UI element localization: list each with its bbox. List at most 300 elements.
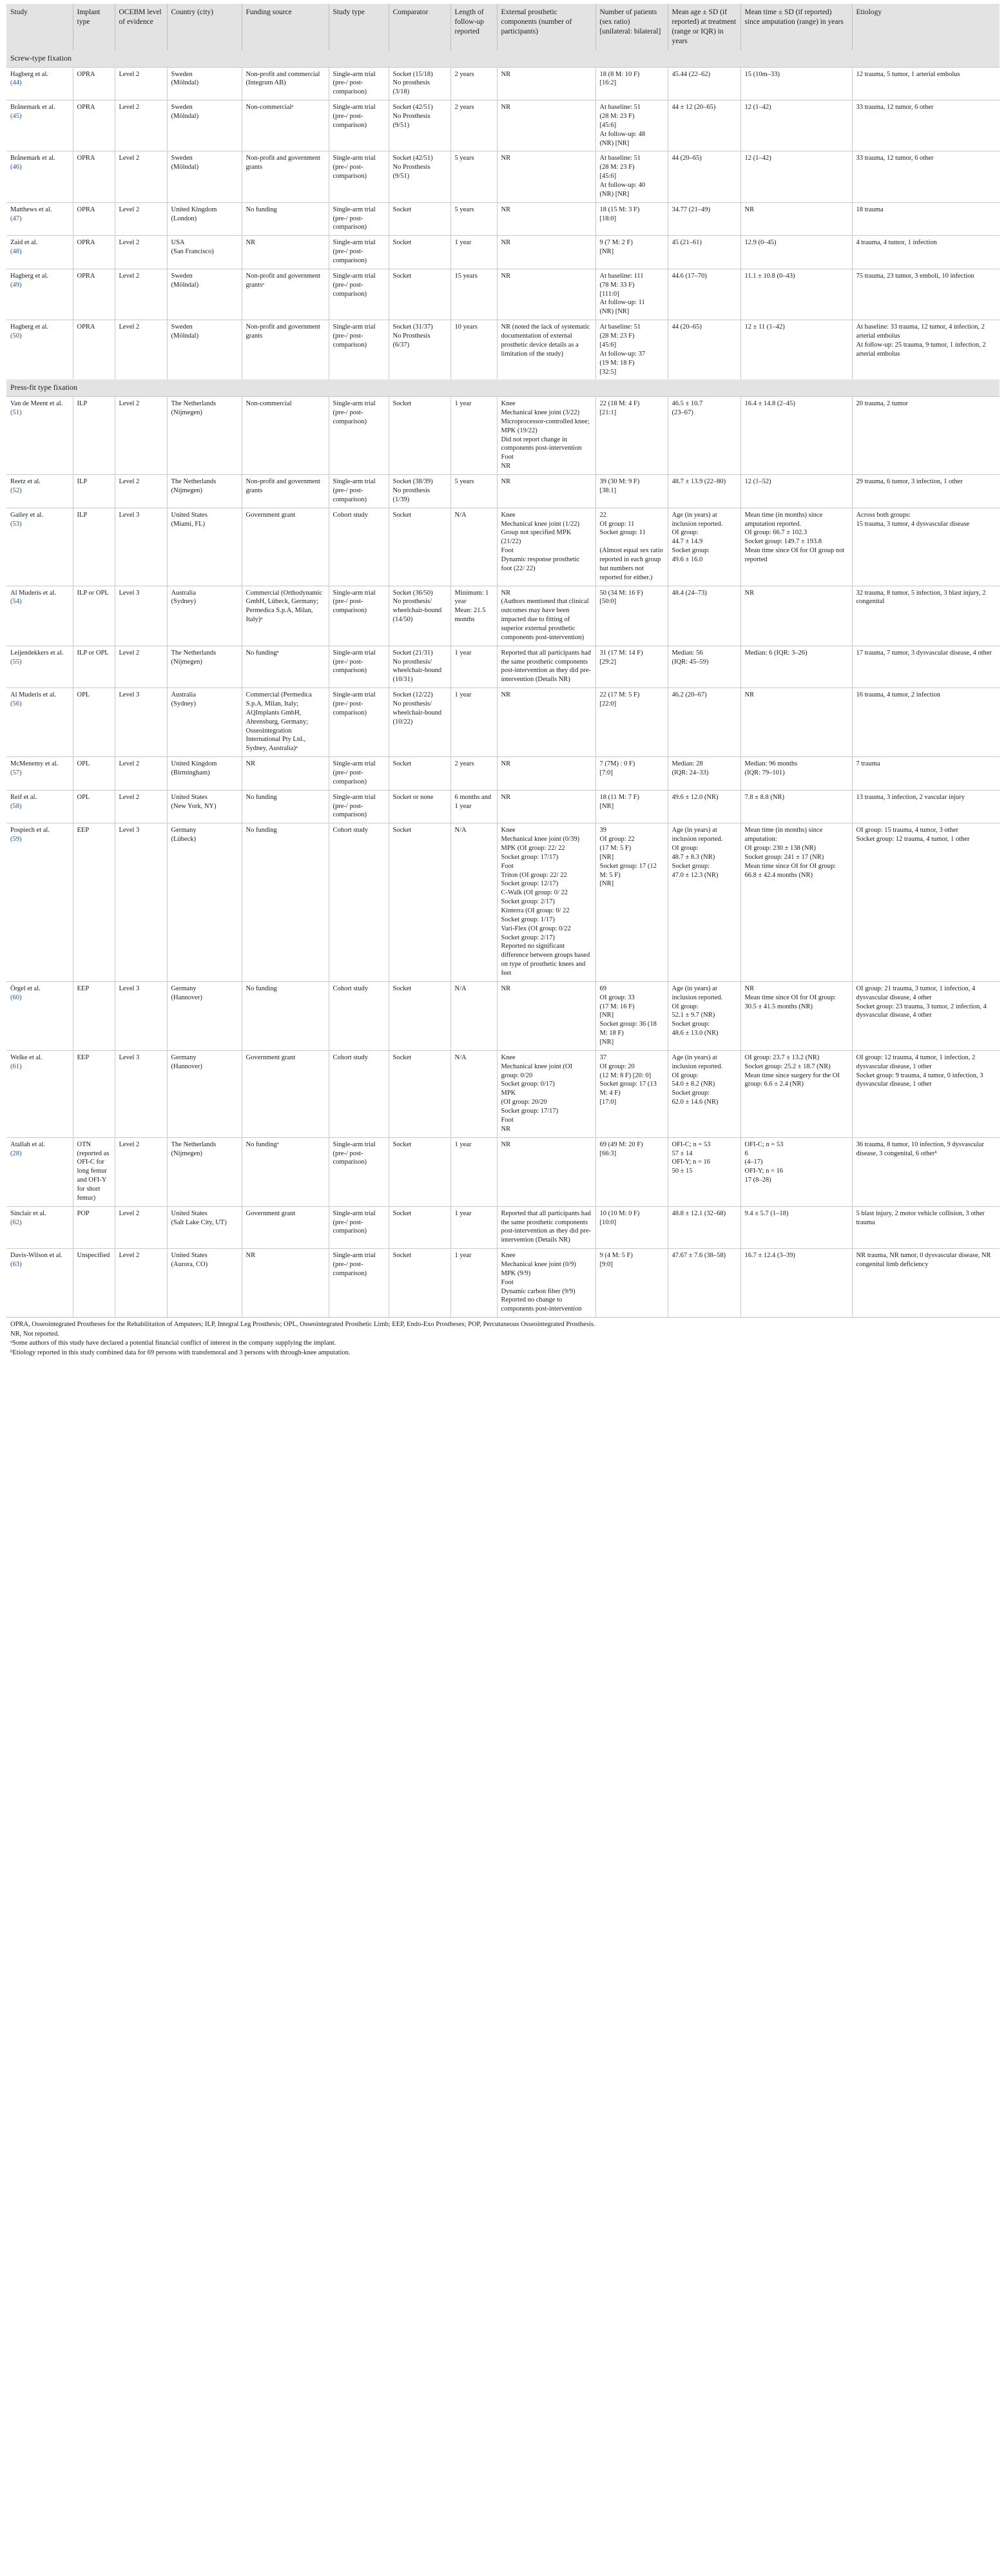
- prosthetic-components-cell: NR: [497, 981, 595, 1050]
- comparator-cell: Socket (15/18) No prosthesis (3/18): [389, 67, 450, 101]
- follow-up-cell: 15 years: [450, 269, 497, 320]
- etiology-cell: 32 trauma, 8 tumor, 5 infection, 3 blast injury, 2 congenital: [852, 586, 1000, 646]
- mean-age-cell: Age (in years) at inclusion reported. OI group: 52.1 ± 9.7 (NR) Socket group: 48.6 ± 13.0 (NR): [668, 981, 740, 1050]
- reference-link[interactable]: (46): [10, 164, 22, 171]
- page: [6, 0, 1000, 1358]
- implant-type-cell: OTN (reported as OFI-C for long femur and OFI-Y for short femur): [73, 1137, 115, 1206]
- study-type-cell: Cohort study: [329, 1050, 389, 1137]
- table-row: [6, 151, 1000, 202]
- comparator-cell: Socket: [389, 269, 450, 320]
- study-name: Reif et al.: [10, 793, 37, 801]
- follow-up-cell: 1 year: [450, 688, 497, 757]
- mean-age-cell: 48.4 (24–73): [668, 586, 740, 646]
- reference-link[interactable]: (57): [10, 769, 22, 776]
- country-cell: Sweden (Mölndal): [167, 320, 242, 380]
- mean-age-cell: 45 (21–61): [668, 236, 740, 269]
- time-since-amputation-cell: 12.9 (0–45): [740, 236, 852, 269]
- study-cell: [6, 202, 73, 236]
- comparator-cell: Socket: [389, 236, 450, 269]
- funding-source-cell: Non-profit and commercial (Integrum AB): [242, 67, 329, 101]
- table-row: [6, 236, 1000, 269]
- study-type-cell: Single-arm trial (pre-/ post-comparison): [329, 475, 389, 508]
- study-cell: [6, 646, 73, 687]
- patients-cell: 39 OI group: 22 (17 M: 5 F) [NR] Socket group: 17 (12 M: 5 F) [NR]: [595, 823, 668, 982]
- time-since-amputation-cell: OFI-C; n = 53 6 (4–17) OFI-Y; n = 16 17 (8–28): [740, 1137, 852, 1206]
- reference-link[interactable]: (48): [10, 248, 22, 256]
- level-of-evidence-cell: Level 3: [115, 823, 167, 982]
- table-row: [6, 823, 1000, 982]
- time-since-amputation-cell: NR: [740, 688, 852, 757]
- mean-age-cell: 44 (20–65): [668, 151, 740, 202]
- reference-link[interactable]: (53): [10, 520, 22, 528]
- funding-source-cell: NR: [242, 236, 329, 269]
- level-of-evidence-cell: Level 2: [115, 790, 167, 823]
- footnote-etiology: ᵇEtiology reported in this study combined data for 69 persons with transfemoral and 3 persons with through-knee amputation.: [10, 1349, 351, 1357]
- prosthetic-components-cell: NR: [497, 67, 595, 101]
- section-header-row: [6, 50, 1000, 67]
- time-since-amputation-cell: 11.1 ± 10.8 (0–43): [740, 269, 852, 320]
- follow-up-cell: 1 year: [450, 397, 497, 475]
- level-of-evidence-cell: Level 3: [115, 586, 167, 646]
- funding-source-cell: No funding: [242, 823, 329, 982]
- mean-age-cell: 46.2 (20–67): [668, 688, 740, 757]
- implant-type-cell: OPRA: [73, 269, 115, 320]
- prosthetic-components-cell: NR: [497, 269, 595, 320]
- country-cell: The Netherlands (Nijmegen): [167, 646, 242, 687]
- reference-link[interactable]: (45): [10, 113, 22, 120]
- country-cell: USA (San Francisco): [167, 236, 242, 269]
- funding-source-cell: Non-profit and government grants: [242, 320, 329, 380]
- funding-source-cell: Non-profit and government grants: [242, 475, 329, 508]
- study-characteristics-table: [6, 4, 1000, 1317]
- level-of-evidence-cell: Level 2: [115, 1137, 167, 1206]
- prosthetic-components-cell: Reported that all participants had the same prosthetic components post-intervention as they did pre-intervention (Details NR): [497, 646, 595, 687]
- country-cell: Germany (Hannover): [167, 981, 242, 1050]
- mean-age-cell: 34.77 (21–49): [668, 202, 740, 236]
- study-type-cell: Single-arm trial (pre-/ post-comparison): [329, 1137, 389, 1206]
- mean-age-cell: 48.8 ± 12.1 (32–68): [668, 1206, 740, 1248]
- comparator-cell: Socket: [389, 1137, 450, 1206]
- comparator-cell: Socket: [389, 1050, 450, 1137]
- study-cell: [6, 151, 73, 202]
- etiology-cell: At baseline: 33 trauma, 12 tumor, 4 infection, 2 arterial embolus At follow-up: 25 trauma, 9 tumor, 1 infection, 2 arterial embolus: [852, 320, 1000, 380]
- table-row: [6, 1050, 1000, 1137]
- header-time-since-amputation: Mean time ± SD (if reported) since amputation (range) in years: [740, 4, 852, 50]
- time-since-amputation-cell: Mean time (in months) since amputation: OI group: 230 ± 138 (NR) Socket group: 241 ± 17 (NR) Mean time since OI for OI group: 66.8 ± 42.4 months (NR): [740, 823, 852, 982]
- table-row: [6, 202, 1000, 236]
- comparator-cell: Socket (38/39) No prosthesis (1/39): [389, 475, 450, 508]
- section-header-row: [6, 380, 1000, 396]
- section-title: Screw-type fixation: [6, 50, 1000, 67]
- section-title: Press-fit type fixation: [6, 380, 1000, 396]
- patients-cell: 18 (11 M: 7 F) [NR]: [595, 790, 668, 823]
- table-row: [6, 269, 1000, 320]
- reference-link[interactable]: (54): [10, 598, 22, 606]
- follow-up-cell: 1 year: [450, 646, 497, 687]
- header-level-of-evidence: OCEBM level of evidence: [115, 4, 167, 50]
- study-name: Sinclair et al.: [10, 1209, 46, 1217]
- follow-up-cell: 2 years: [450, 101, 497, 151]
- study-type-cell: Single-arm trial (pre-/ post-comparison): [329, 397, 389, 475]
- table-row: [6, 320, 1000, 380]
- prosthetic-components-cell: Knee Mechanical knee joint (OI group: 0/20 Socket group: 0/17) MPK (OI group: 20/20 Socket group: 17/17) Foot NR: [497, 1050, 595, 1137]
- implant-type-cell: OPRA: [73, 101, 115, 151]
- implant-type-cell: EEP: [73, 823, 115, 982]
- study-type-cell: Cohort study: [329, 823, 389, 982]
- etiology-cell: 75 trauma, 23 tumor, 3 emboli, 10 infection: [852, 269, 1000, 320]
- implant-type-cell: OPL: [73, 688, 115, 757]
- study-type-cell: Single-arm trial (pre-/ post-comparison): [329, 688, 389, 757]
- prosthetic-components-cell: NR: [497, 688, 595, 757]
- patients-cell: 37 OI group: 20 (12 M: 8 F) [20: 0] Socket group: 17 (13 M: 4 F) [17:0]: [595, 1050, 668, 1137]
- prosthetic-components-cell: Knee Mechanical knee joint (0/39) MPK (OI group: 22/ 22 Socket group: 17/17) Foot Triton (OI group: 22/ 22 Socket group: 12/17) C-Walk (OI group: 0/ 22 Socket group: 2/17) Kinterra (OI group: 0/ 22 Socket group: 1/17) Vari-Flex (OI group: 0/22 Socket group: 2/17) Reported no significant difference between groups based on type of prosthetic knees and feet: [497, 823, 595, 982]
- study-cell: [6, 1050, 73, 1137]
- table-row: [6, 1249, 1000, 1318]
- reference-link[interactable]: (63): [10, 1260, 22, 1268]
- funding-source-cell: No fundingᵃ: [242, 1137, 329, 1206]
- country-cell: United States (Aurora, CO): [167, 1249, 242, 1318]
- study-type-cell: Cohort study: [329, 981, 389, 1050]
- follow-up-cell: 1 year: [450, 1206, 497, 1248]
- funding-source-cell: Commercial (Permedica S.p.A, Milan, Italy; AQImplants GmbH, Ahrensburg, Germany; Osseointegration International Pty Ltd., Sydney, Australia)ᵃ: [242, 688, 329, 757]
- follow-up-cell: 1 year: [450, 236, 497, 269]
- prosthetic-components-cell: Knee Mechanical knee joint (0/9) MPK (9/9) Foot Dynamic carbon fiber (9/9) Reported no change to components post-intervention: [497, 1249, 595, 1318]
- header-etiology: Etiology: [852, 4, 1000, 50]
- study-name: Hagberg et al.: [10, 272, 48, 280]
- level-of-evidence-cell: Level 2: [115, 151, 167, 202]
- implant-type-cell: ILP or OPL: [73, 586, 115, 646]
- header-country: Country (city): [167, 4, 242, 50]
- etiology-cell: 7 trauma: [852, 757, 1000, 791]
- patients-cell: 22 (18 M: 4 F) [21:1]: [595, 397, 668, 475]
- funding-source-cell: Non-profit and government grantsᵃ: [242, 269, 329, 320]
- patients-cell: At baseline: 111 (78 M: 33 F) [111:0] At follow-up: 11 (NR) [NR]: [595, 269, 668, 320]
- study-cell: [6, 508, 73, 586]
- time-since-amputation-cell: 12 (1–42): [740, 151, 852, 202]
- study-name: Reetz et al.: [10, 478, 41, 486]
- time-since-amputation-cell: Median: 6 (IQR: 3–26): [740, 646, 852, 687]
- study-cell: [6, 1249, 73, 1318]
- study-name: Gailey et al.: [10, 511, 44, 519]
- level-of-evidence-cell: Level 2: [115, 757, 167, 791]
- study-cell: [6, 823, 73, 982]
- mean-age-cell: Age (in years) at inclusion reported. OI group: 44.7 ± 14.9 Socket group: 49.6 ± 16.0: [668, 508, 740, 586]
- funding-source-cell: No funding: [242, 981, 329, 1050]
- reference-link[interactable]: (60): [10, 994, 22, 1001]
- study-cell: [6, 320, 73, 380]
- follow-up-cell: 5 years: [450, 151, 497, 202]
- header-comparator: Comparator: [389, 4, 450, 50]
- comparator-cell: Socket (31/37) No Prosthesis (6/37): [389, 320, 450, 380]
- etiology-cell: OI group: 12 trauma, 4 tumor, 1 infection, 2 dysvascular disease, 1 other Socket group: 9 trauma, 4 tumor, 0 infection, 3 dysvascular disease, 1 other: [852, 1050, 1000, 1137]
- country-cell: United States (New York, NY): [167, 790, 242, 823]
- table-row: [6, 101, 1000, 151]
- reference-link[interactable]: (56): [10, 700, 22, 707]
- prosthetic-components-cell: Knee Mechanical knee joint (3/22) Microprocessor-controlled knee; MPK (19/22) Did not report change in components post-intervention Foot NR: [497, 397, 595, 475]
- study-name: Örgel et al.: [10, 985, 41, 992]
- etiology-cell: 18 trauma: [852, 202, 1000, 236]
- patients-cell: At baseline: 51 (28 M: 23 F) [45:6] At follow-up: 48 (NR) [NR]: [595, 101, 668, 151]
- study-type-cell: Single-arm trial (pre-/ post-comparison): [329, 101, 389, 151]
- study-name: McMenemy et al.: [10, 760, 59, 768]
- country-cell: The Netherlands (Nijmegen): [167, 475, 242, 508]
- header-row: [6, 4, 1000, 50]
- study-name: Pospiech et al.: [10, 827, 50, 834]
- patients-cell: 50 (34 M: 16 F) [50:0]: [595, 586, 668, 646]
- implant-type-cell: Unspecified: [73, 1249, 115, 1318]
- comparator-cell: Socket: [389, 1249, 450, 1318]
- funding-source-cell: Non-commercialᵃ: [242, 101, 329, 151]
- header-follow-up: Length of follow-up reported: [450, 4, 497, 50]
- follow-up-cell: 2 years: [450, 67, 497, 101]
- implant-type-cell: OPRA: [73, 151, 115, 202]
- time-since-amputation-cell: Mean time (in months) since amputation reported. OI group: 66.7 ± 102.3 Socket group: 149.7 ± 193.8 Mean time since OI for OI group not reported: [740, 508, 852, 586]
- follow-up-cell: N/A: [450, 981, 497, 1050]
- level-of-evidence-cell: Level 2: [115, 67, 167, 101]
- table-body: [6, 50, 1000, 1317]
- patients-cell: 22 (17 M: 5 F) [22:0]: [595, 688, 668, 757]
- time-since-amputation-cell: 16.4 ± 14.8 (2–45): [740, 397, 852, 475]
- header-study: Study: [6, 4, 73, 50]
- level-of-evidence-cell: Level 2: [115, 202, 167, 236]
- time-since-amputation-cell: 16.7 ± 12.4 (3–39): [740, 1249, 852, 1318]
- time-since-amputation-cell: 12 (1–42): [740, 101, 852, 151]
- mean-age-cell: 45.44 (22–62): [668, 67, 740, 101]
- comparator-cell: Socket: [389, 1206, 450, 1248]
- patients-cell: 18 (8 M: 10 F) [16:2]: [595, 67, 668, 101]
- mean-age-cell: 44 ± 12 (20–65): [668, 101, 740, 151]
- funding-source-cell: Government grant: [242, 1206, 329, 1248]
- implant-type-cell: ILP: [73, 397, 115, 475]
- implant-type-cell: OPRA: [73, 67, 115, 101]
- funding-source-cell: NR: [242, 1249, 329, 1318]
- etiology-cell: 20 trauma, 2 tumor: [852, 397, 1000, 475]
- study-type-cell: Single-arm trial (pre-/ post-comparison): [329, 757, 389, 791]
- etiology-cell: 16 trauma, 4 tumor, 2 infection: [852, 688, 1000, 757]
- study-cell: [6, 397, 73, 475]
- patients-cell: 10 (10 M: 0 F) [10:0]: [595, 1206, 668, 1248]
- study-cell: [6, 101, 73, 151]
- prosthetic-components-cell: Reported that all participants had the same prosthetic components post-intervention as they did pre-intervention (Details NR): [497, 1206, 595, 1248]
- study-name: Hagberg et al.: [10, 323, 48, 331]
- table-row: [6, 1206, 1000, 1248]
- follow-up-cell: 2 years: [450, 757, 497, 791]
- country-cell: Germany (Lübeck): [167, 823, 242, 982]
- time-since-amputation-cell: 7.8 ± 8.8 (NR): [740, 790, 852, 823]
- prosthetic-components-cell: NR: [497, 790, 595, 823]
- study-name: Hagberg et al.: [10, 70, 48, 78]
- reference-link[interactable]: (52): [10, 486, 22, 494]
- level-of-evidence-cell: Level 3: [115, 688, 167, 757]
- level-of-evidence-cell: Level 2: [115, 320, 167, 380]
- follow-up-cell: 5 years: [450, 202, 497, 236]
- follow-up-cell: N/A: [450, 508, 497, 586]
- reference-link[interactable]: (58): [10, 802, 22, 810]
- level-of-evidence-cell: Level 2: [115, 1206, 167, 1248]
- study-name: Matthews et al.: [10, 206, 52, 213]
- study-name: Atallah et al.: [10, 1140, 45, 1148]
- follow-up-cell: 5 years: [450, 475, 497, 508]
- patients-cell: 31 (17 M: 14 F) [29:2]: [595, 646, 668, 687]
- time-since-amputation-cell: 12 ± 11 (1–42): [740, 320, 852, 380]
- implant-type-cell: OPL: [73, 790, 115, 823]
- comparator-cell: Socket (36/50) No prosthesis/ wheelchair-bound (14/50): [389, 586, 450, 646]
- table-row: [6, 646, 1000, 687]
- etiology-cell: 17 trauma, 7 tumor, 3 dysvascular disease, 4 other: [852, 646, 1000, 687]
- study-cell: [6, 586, 73, 646]
- level-of-evidence-cell: Level 3: [115, 508, 167, 586]
- country-cell: United States (Miami, FL): [167, 508, 242, 586]
- etiology-cell: 36 trauma, 8 tumor, 10 infection, 9 dysvascular disease, 3 congenital, 6 otherᵇ: [852, 1137, 1000, 1206]
- follow-up-cell: 1 year: [450, 1137, 497, 1206]
- country-cell: United Kingdom (London): [167, 202, 242, 236]
- etiology-cell: 13 trauma, 3 infection, 2 vascular injury: [852, 790, 1000, 823]
- comparator-cell: Socket: [389, 397, 450, 475]
- country-cell: Sweden (Mölndal): [167, 151, 242, 202]
- country-cell: Sweden (Mölndal): [167, 101, 242, 151]
- level-of-evidence-cell: Level 2: [115, 236, 167, 269]
- mean-age-cell: 48.7 ± 13.9 (22–80): [668, 475, 740, 508]
- patients-cell: 9 (4 M: 5 F) [9:0]: [595, 1249, 668, 1318]
- table-row: [6, 1137, 1000, 1206]
- implant-type-cell: ILP or OPL: [73, 646, 115, 687]
- reference-link[interactable]: (55): [10, 658, 22, 666]
- implant-type-cell: EEP: [73, 981, 115, 1050]
- implant-type-cell: OPL: [73, 757, 115, 791]
- comparator-cell: Socket (21/31) No prosthesis/ wheelchair-bound (10/31): [389, 646, 450, 687]
- implant-type-cell: ILP: [73, 508, 115, 586]
- mean-age-cell: 46.5 ± 10.7 (23–67): [668, 397, 740, 475]
- header-implant-type: Implant type: [73, 4, 115, 50]
- follow-up-cell: 6 months and 1 year: [450, 790, 497, 823]
- etiology-cell: 5 blast injury, 2 motor vehicle collision, 3 other trauma: [852, 1206, 1000, 1248]
- table-row: [6, 981, 1000, 1050]
- country-cell: The Netherlands (Nijmegen): [167, 397, 242, 475]
- reference-link[interactable]: (62): [10, 1218, 22, 1226]
- etiology-cell: 12 trauma, 5 tumor, 1 arterial embolus: [852, 67, 1000, 101]
- study-type-cell: Single-arm trial (pre-/ post-comparison): [329, 269, 389, 320]
- implant-type-cell: EEP: [73, 1050, 115, 1137]
- etiology-cell: Across both groups: 15 trauma, 3 tumor, 4 dysvascular disease: [852, 508, 1000, 586]
- study-name: Al Muderis et al.: [10, 589, 57, 597]
- reference-link[interactable]: (59): [10, 836, 22, 843]
- reference-link[interactable]: (50): [10, 332, 22, 340]
- patients-cell: 18 (15 M: 3 F) [18:0]: [595, 202, 668, 236]
- reference-link[interactable]: (47): [10, 215, 22, 222]
- follow-up-cell: 1 year: [450, 1249, 497, 1318]
- study-type-cell: Single-arm trial (pre-/ post-comparison): [329, 1206, 389, 1248]
- funding-source-cell: Non-commercial: [242, 397, 329, 475]
- table-footnotes: [6, 1317, 1000, 1358]
- study-type-cell: Single-arm trial (pre-/ post-comparison): [329, 646, 389, 687]
- patients-cell: 69 OI group: 33 (17 M: 16 F) [NR] Socket group: 36 (18 M: 18 F) [NR]: [595, 981, 668, 1050]
- etiology-cell: 33 trauma, 12 tumor, 6 other: [852, 151, 1000, 202]
- mean-age-cell: 44 (20–65): [668, 320, 740, 380]
- study-name: Van de Meent et al.: [10, 400, 63, 408]
- comparator-cell: Socket: [389, 757, 450, 791]
- prosthetic-components-cell: NR: [497, 101, 595, 151]
- funding-source-cell: No funding: [242, 790, 329, 823]
- implant-type-cell: OPRA: [73, 320, 115, 380]
- comparator-cell: Socket (42/51) No Prosthesis (9/51): [389, 101, 450, 151]
- prosthetic-components-cell: NR: [497, 202, 595, 236]
- funding-source-cell: Non-profit and government grants: [242, 151, 329, 202]
- study-cell: [6, 67, 73, 101]
- table-row: [6, 790, 1000, 823]
- funding-source-cell: No funding: [242, 202, 329, 236]
- footnote-abbreviations: OPRA, Osseointegrated Prostheses for the Rehabilitation of Amputees; ILP, Integral Leg Prosthesis; OPL, Osseointegrated Prosthetic Limb; EEP, Endo-Exo Prostheses; POP, Percutaneous Osseointegrated Prosthesis.: [10, 1321, 595, 1329]
- study-cell: [6, 757, 73, 791]
- country-cell: United States (Salt Lake City, UT): [167, 1206, 242, 1248]
- study-cell: [6, 688, 73, 757]
- comparator-cell: Socket: [389, 508, 450, 586]
- patients-cell: 22 OI group: 11 Socket group: 11 (Almost equal sex ratio reported in each group but numbers not reported for either.): [595, 508, 668, 586]
- reference-link[interactable]: (51): [10, 409, 22, 417]
- mean-age-cell: Age (in years) at inclusion reported. OI group: 48.7 ± 8.3 (NR) Socket group: 47.0 ± 12.3 (NR): [668, 823, 740, 982]
- reference-link[interactable]: (61): [10, 1062, 22, 1070]
- implant-type-cell: OPRA: [73, 236, 115, 269]
- reference-link[interactable]: (49): [10, 281, 22, 289]
- study-type-cell: Single-arm trial (pre-/ post-comparison): [329, 67, 389, 101]
- study-name: Leijendekkers et al.: [10, 649, 64, 657]
- country-cell: Sweden (Mölndal): [167, 67, 242, 101]
- study-type-cell: Single-arm trial (pre-/ post-comparison): [329, 320, 389, 380]
- study-cell: [6, 475, 73, 508]
- implant-type-cell: ILP: [73, 475, 115, 508]
- time-since-amputation-cell: Median: 96 months (IQR: 79–101): [740, 757, 852, 791]
- comparator-cell: Socket or none: [389, 790, 450, 823]
- country-cell: Sweden (Mölndal): [167, 269, 242, 320]
- study-type-cell: Single-arm trial (pre-/ post-comparison): [329, 790, 389, 823]
- country-cell: Australia (Sydney): [167, 586, 242, 646]
- prosthetic-components-cell: NR: [497, 236, 595, 269]
- patients-cell: 7 (7M) : 0 F) [7:0]: [595, 757, 668, 791]
- level-of-evidence-cell: Level 2: [115, 1249, 167, 1318]
- implant-type-cell: POP: [73, 1206, 115, 1248]
- reference-link[interactable]: (28): [10, 1149, 22, 1157]
- prosthetic-components-cell: NR: [497, 757, 595, 791]
- funding-source-cell: Government grant: [242, 508, 329, 586]
- prosthetic-components-cell: NR (Authors mentioned that clinical outcomes may have been impacted due to fitting of superior external prosthetic components post-intervention): [497, 586, 595, 646]
- funding-source-cell: NR: [242, 757, 329, 791]
- reference-link[interactable]: (44): [10, 79, 22, 87]
- follow-up-cell: N/A: [450, 1050, 497, 1137]
- mean-age-cell: Median: 28 (IQR: 24–33): [668, 757, 740, 791]
- mean-age-cell: 44.6 (17–70): [668, 269, 740, 320]
- table-row: [6, 475, 1000, 508]
- funding-source-cell: Government grant: [242, 1050, 329, 1137]
- level-of-evidence-cell: Level 2: [115, 646, 167, 687]
- country-cell: Australia (Sydney): [167, 688, 242, 757]
- table-row: [6, 508, 1000, 586]
- table-row: [6, 688, 1000, 757]
- funding-source-cell: No fundingᵃ: [242, 646, 329, 687]
- country-cell: The Netherlands (Nijmegen): [167, 1137, 242, 1206]
- study-cell: [6, 981, 73, 1050]
- study-type-cell: Single-arm trial (pre-/ post-comparison): [329, 151, 389, 202]
- level-of-evidence-cell: Level 3: [115, 981, 167, 1050]
- time-since-amputation-cell: NR: [740, 586, 852, 646]
- country-cell: Germany (Hannover): [167, 1050, 242, 1137]
- comparator-cell: Socket: [389, 202, 450, 236]
- study-cell: [6, 1137, 73, 1206]
- patients-cell: At baseline: 51 (28 M: 23 F) [45:6] At follow-up: 37 (19 M: 18 F) [32:5]: [595, 320, 668, 380]
- time-since-amputation-cell: OI group: 23.7 ± 13.2 (NR) Socket group: 25.2 ± 18.7 (NR) Mean time since surgery for the OI group: 6.6 ± 2.4 (NR): [740, 1050, 852, 1137]
- comparator-cell: Socket (12/22) No prosthesis/ wheelchair-bound (10/22): [389, 688, 450, 757]
- mean-age-cell: Median: 56 (IQR: 45–59): [668, 646, 740, 687]
- prosthetic-components-cell: Knee Mechanical knee joint (1/22) Group not specified MPK (21/22) Foot Dynamic response prosthetic foot (22/ 22): [497, 508, 595, 586]
- mean-age-cell: 49.6 ± 12.0 (NR): [668, 790, 740, 823]
